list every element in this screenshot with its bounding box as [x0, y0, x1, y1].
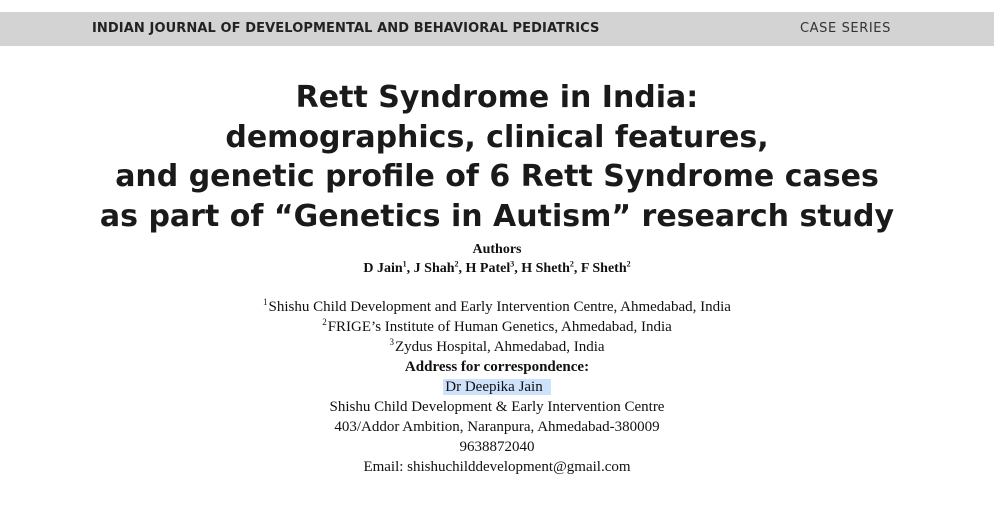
affiliation-mark: 3	[389, 337, 394, 347]
author-name: H Sheth	[521, 261, 570, 276]
correspondence-email[interactable]: Email: shishuchilddevelopment@gmail.com	[363, 459, 631, 475]
journal-name: INDIAN JOURNAL OF DEVELOPMENTAL AND BEHAVIORAL PEDIATRICS	[92, 21, 600, 36]
author-name: H Patel	[465, 261, 511, 276]
author-separator: ,	[573, 261, 581, 276]
affiliation-line	[0, 317, 994, 337]
correspondence-heading: Address for correspondence:	[404, 359, 590, 375]
journal-header-bar	[0, 12, 994, 46]
author-name: J Shah	[413, 261, 455, 276]
affiliation-line	[0, 337, 994, 357]
authors-list	[0, 260, 994, 278]
correspondence-name[interactable]: Dr Deepika Jain	[443, 379, 550, 395]
correspondence-name-line	[0, 377, 994, 397]
title-line-4: as part of “Genetics in Autism” research study	[99, 198, 895, 234]
correspondence-institution: Shishu Child Development & Early Intervention Centre	[329, 399, 665, 415]
author-separator: ,	[514, 261, 522, 276]
author-affil-mark: 3	[510, 259, 515, 269]
correspondence-phone: 9638872040	[459, 439, 535, 455]
affiliation-text: Zydus Hospital, Ahmedabad, India	[394, 339, 605, 355]
title-line-2: demographics, clinical features,	[225, 119, 769, 155]
author-name: D Jain	[363, 261, 403, 276]
affiliation-line	[0, 297, 994, 317]
affiliations	[0, 297, 994, 357]
author-separator: ,	[458, 261, 466, 276]
title-line-3: and genetic profile of 6 Rett Syndrome cases	[115, 159, 879, 194]
article-type: CASE SERIES	[800, 21, 891, 36]
author-affil-mark: 2	[626, 259, 631, 269]
correspondence-block	[0, 357, 994, 477]
author-separator: ,	[406, 261, 414, 276]
author-affil-mark: 2	[454, 259, 459, 269]
author-affil-mark: 1	[402, 259, 407, 269]
title-line-1: Rett Syndrome in India:	[295, 80, 699, 115]
affiliation-text: Shishu Child Development and Early Intervention Centre, Ahmedabad, India	[268, 299, 731, 315]
correspondence-address: 403/Addor Ambition, Naranpura, Ahmedabad-380009	[334, 419, 660, 435]
authors-heading: Authors	[472, 242, 522, 257]
author-name: F Sheth	[580, 261, 627, 276]
affiliation-mark: 1	[263, 297, 268, 307]
article-title	[0, 78, 994, 236]
author-affil-mark: 2	[569, 259, 574, 269]
affiliation-text: FRIGE’s Institute of Human Genetics, Ahmedabad, India	[327, 319, 672, 335]
affiliation-mark: 2	[322, 317, 327, 327]
